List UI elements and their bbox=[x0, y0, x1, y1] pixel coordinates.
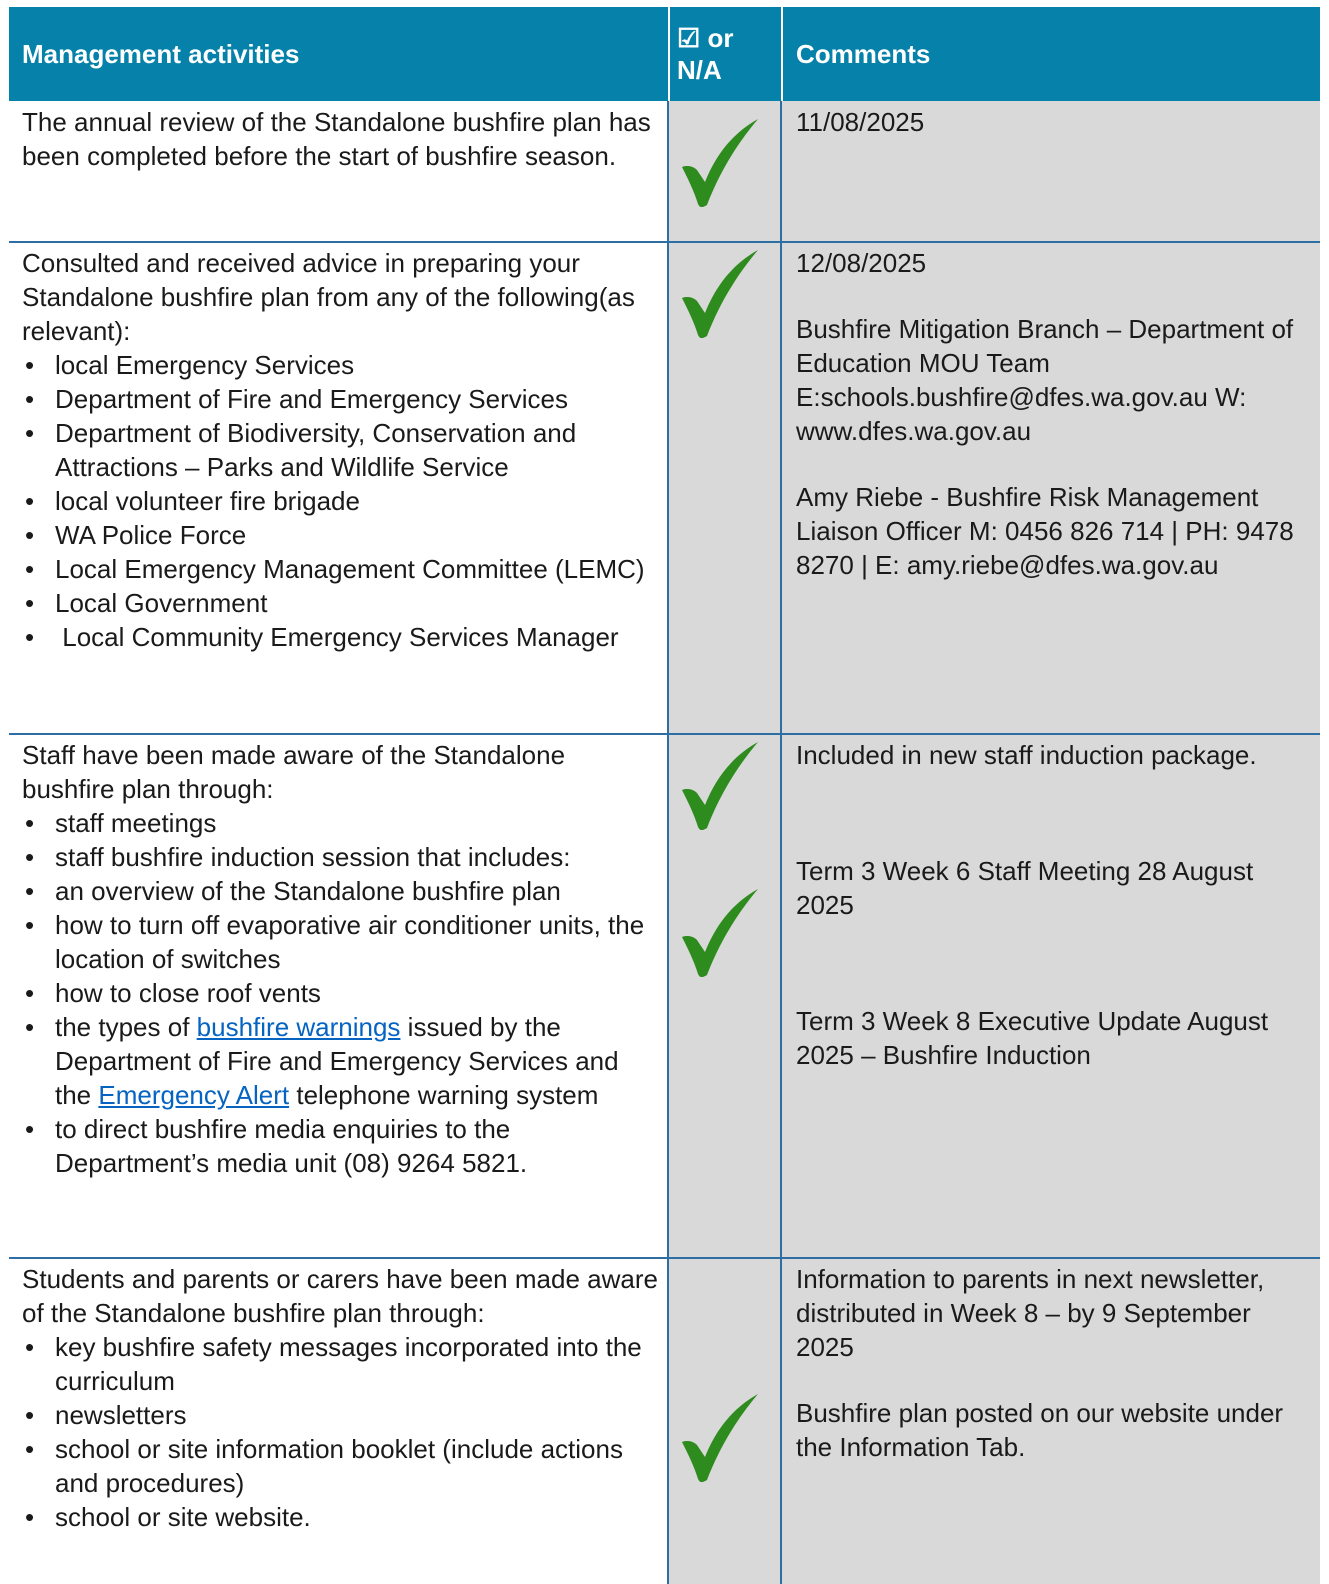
comment-cell bbox=[781, 242, 1320, 734]
comment-executive-update: Term 3 Week 8 Executive Update August 2025 – Bushfire Induction bbox=[796, 1006, 1269, 1070]
comment-contact-branch: Bushfire Mitigation Branch – Department of Education MOU Team E:schools.bushfire@dfes.wa.gov.au W: www.dfes.wa.gov.au bbox=[796, 314, 1294, 446]
checkmark-icon bbox=[682, 250, 758, 338]
checkmark-icon bbox=[682, 119, 758, 207]
list-item: • an overview of the Standalone bushfire plan bbox=[55, 874, 658, 908]
activity-cell bbox=[9, 1258, 668, 1584]
list-item: • to direct bushfire media enquiries to the Department’s media unit (08) 9264 5821. bbox=[55, 1112, 658, 1180]
comment-cell bbox=[781, 101, 1320, 242]
activity-list bbox=[22, 1330, 658, 1534]
list-item: • Local Community Emergency Services Manager bbox=[55, 620, 658, 654]
activity-text: Staff have been made aware of the Standalone bushfire plan through: bbox=[22, 740, 566, 804]
checkmark-icon bbox=[682, 1394, 758, 1482]
list-item: • Local Government bbox=[55, 586, 658, 620]
header-check-line1: ☑ or bbox=[677, 23, 734, 53]
header-comments: Comments bbox=[796, 38, 931, 69]
warnings-text-pre: the types of bbox=[55, 1012, 197, 1042]
list-item: • local Emergency Services bbox=[55, 348, 658, 382]
warnings-text-post: telephone warning system bbox=[289, 1080, 599, 1110]
activity-cell bbox=[9, 242, 668, 734]
header-check-column bbox=[677, 7, 777, 101]
table-row bbox=[9, 242, 1320, 734]
list-item: • Department of Biodiversity, Conservation and Attractions – Parks and Wildlife Service bbox=[55, 416, 658, 484]
list-item: • staff meetings bbox=[55, 806, 658, 840]
table-row bbox=[9, 1258, 1320, 1584]
activity-text: The annual review of the Standalone bushfire plan has been completed before the start of bushfire season. bbox=[22, 107, 651, 171]
comment-text: 11/08/2025 bbox=[796, 107, 925, 137]
list-item: • WA Police Force bbox=[55, 518, 658, 552]
list-item: • how to close roof vents bbox=[55, 976, 658, 1010]
checkmark-icon bbox=[682, 889, 758, 977]
header-check-line2: N/A bbox=[677, 55, 722, 85]
activity-list bbox=[22, 348, 658, 654]
comment-website: Bushfire plan posted on our website under the Information Tab. bbox=[796, 1398, 1284, 1462]
header-divider bbox=[781, 7, 783, 101]
list-item: • Department of Fire and Emergency Services bbox=[55, 382, 658, 416]
comment-date: 12/08/2025 bbox=[796, 248, 927, 278]
check-cell bbox=[668, 101, 781, 242]
header-management-activities: Management activities bbox=[22, 38, 300, 69]
comment-cell bbox=[781, 1258, 1320, 1584]
comment-contact-officer: Amy Riebe - Bushfire Risk Management Liaison Officer M: 0456 826 714 | PH: 9478 8270 | E: amy.riebe@dfes.wa.gov.au bbox=[796, 482, 1294, 580]
emergency-alert-link[interactable]: Emergency Alert bbox=[98, 1080, 290, 1110]
checkmark-icon bbox=[682, 742, 758, 830]
check-cell bbox=[668, 1258, 781, 1584]
row-divider bbox=[9, 1257, 1320, 1259]
table-header bbox=[9, 7, 1320, 101]
comment-cell bbox=[781, 734, 1320, 1258]
warnings-text-mid: issued by the Department of Fire and Emergency Services and the bbox=[55, 1012, 619, 1110]
comment-induction: Included in new staff induction package. bbox=[796, 740, 1257, 770]
list-item: • school or site information booklet (include actions and procedures) bbox=[55, 1432, 658, 1500]
table-row bbox=[9, 734, 1320, 1258]
bushfire-warnings-link[interactable]: bushfire warnings bbox=[196, 1012, 401, 1042]
check-cell bbox=[668, 734, 781, 1258]
list-item: • key bushfire safety messages incorporated into the curriculum bbox=[55, 1330, 658, 1398]
list-item: • newsletters bbox=[55, 1398, 658, 1432]
list-item-warnings bbox=[55, 1010, 658, 1112]
list-item: • Local Emergency Management Committee (LEMC) bbox=[55, 552, 658, 586]
row-divider bbox=[9, 733, 1320, 735]
table-row bbox=[9, 101, 1320, 242]
list-item: • local volunteer fire brigade bbox=[55, 484, 658, 518]
comment-newsletter: Information to parents in next newsletter, distributed in Week 8 – by 9 September 2025 bbox=[796, 1264, 1265, 1362]
column-divider bbox=[667, 101, 669, 1584]
header-divider bbox=[668, 7, 670, 101]
list-item: • staff bushfire induction session that includes: bbox=[55, 840, 658, 874]
comment-staff-meeting: Term 3 Week 6 Staff Meeting 28 August 2025 bbox=[796, 856, 1254, 920]
activity-text: Students and parents or carers have been made aware of the Standalone bushfire plan through: bbox=[22, 1264, 658, 1328]
activity-list bbox=[22, 806, 658, 1180]
column-divider bbox=[780, 101, 782, 1584]
activity-text: Consulted and received advice in preparing your Standalone bushfire plan from any of the following(as relevant): bbox=[22, 248, 635, 346]
list-item: • how to turn off evaporative air conditioner units, the location of switches bbox=[55, 908, 658, 976]
check-cell bbox=[668, 242, 781, 734]
activity-cell bbox=[9, 101, 668, 242]
row-divider bbox=[9, 241, 1320, 243]
list-item: • school or site website. bbox=[55, 1500, 658, 1534]
activity-cell bbox=[9, 734, 668, 1258]
